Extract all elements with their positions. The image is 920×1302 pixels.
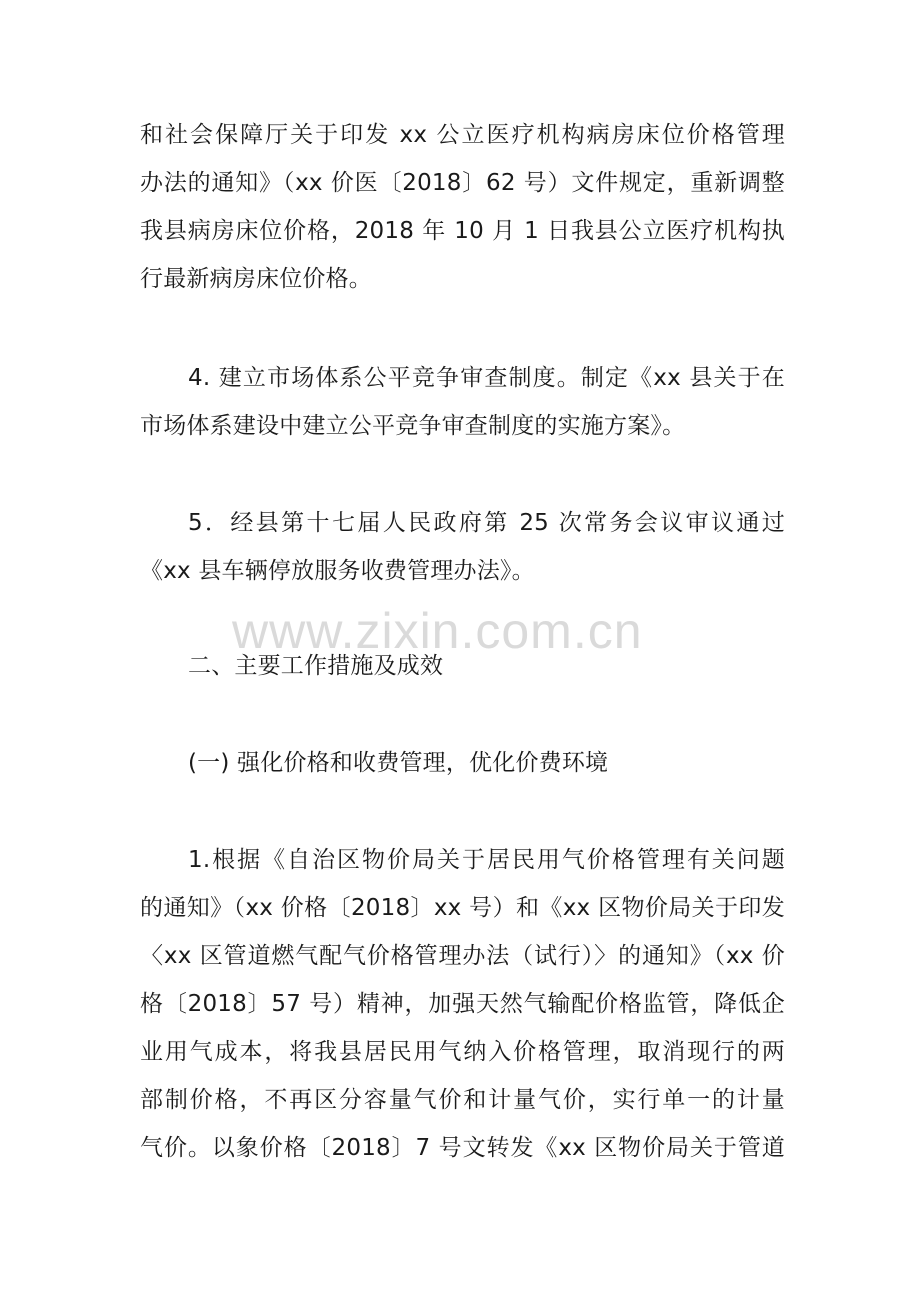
text-line: 《xx 县车辆停放服务收费管理办法》。: [140, 558, 535, 584]
heading-text: (一) 强化价格和收费管理，优化价费环境: [188, 750, 609, 776]
text-line: 我县病房床位价格，2018 年 10 月 1 日我县公立医疗机构执: [140, 218, 785, 244]
watermark: www.zixin.com.cn: [232, 603, 643, 659]
text-line: 5．经县第十七届人民政府第 25 次常务会议审议通过: [188, 510, 785, 536]
text-line: 4. 建立市场体系公平竞争审查制度。制定《xx 县关于在: [188, 365, 785, 391]
paragraph-gas-price: [140, 836, 785, 1172]
text-line: 行最新病房床位价格。: [140, 266, 372, 292]
paragraph-fair-competition: [140, 354, 785, 450]
text-line: 业用气成本，将我县居民用气纳入价格管理，取消现行的两: [140, 1039, 785, 1065]
paragraph-bed-price: [140, 111, 785, 303]
section-heading: [140, 642, 785, 690]
text-line: 和社会保障厅关于印发 xx 公立医疗机构病房床位价格管理: [140, 122, 785, 148]
text-line: 1.根据《自治区物价局关于居民用气价格管理有关问题: [188, 847, 785, 873]
text-line: 〈xx 区管道燃气配气价格管理办法（试行）〉的通知》（xx 价: [140, 943, 785, 969]
text-line: 部制价格，不再区分容量气价和计量气价，实行单一的计量: [140, 1087, 785, 1113]
text-line: 气价。以象价格〔2018〕7 号文转发《xx 区物价局关于管道: [140, 1135, 785, 1161]
subsection-heading: [140, 739, 785, 787]
heading-text: 二、主要工作措施及成效: [188, 653, 444, 679]
paragraph-parking-fee: [140, 499, 785, 595]
text-line: 办法的通知》（xx 价医〔2018〕62 号）文件规定，重新调整: [140, 170, 785, 196]
text-line: 格〔2018〕57 号）精神，加强天然气输配价格监管，降低企: [140, 991, 785, 1017]
text-line: 市场体系建设中建立公平竞争审查制度的实施方案》。: [140, 413, 686, 439]
text-line: 的通知》（xx 价格〔2018〕xx 号）和《xx 区物价局关于印发: [140, 895, 785, 921]
